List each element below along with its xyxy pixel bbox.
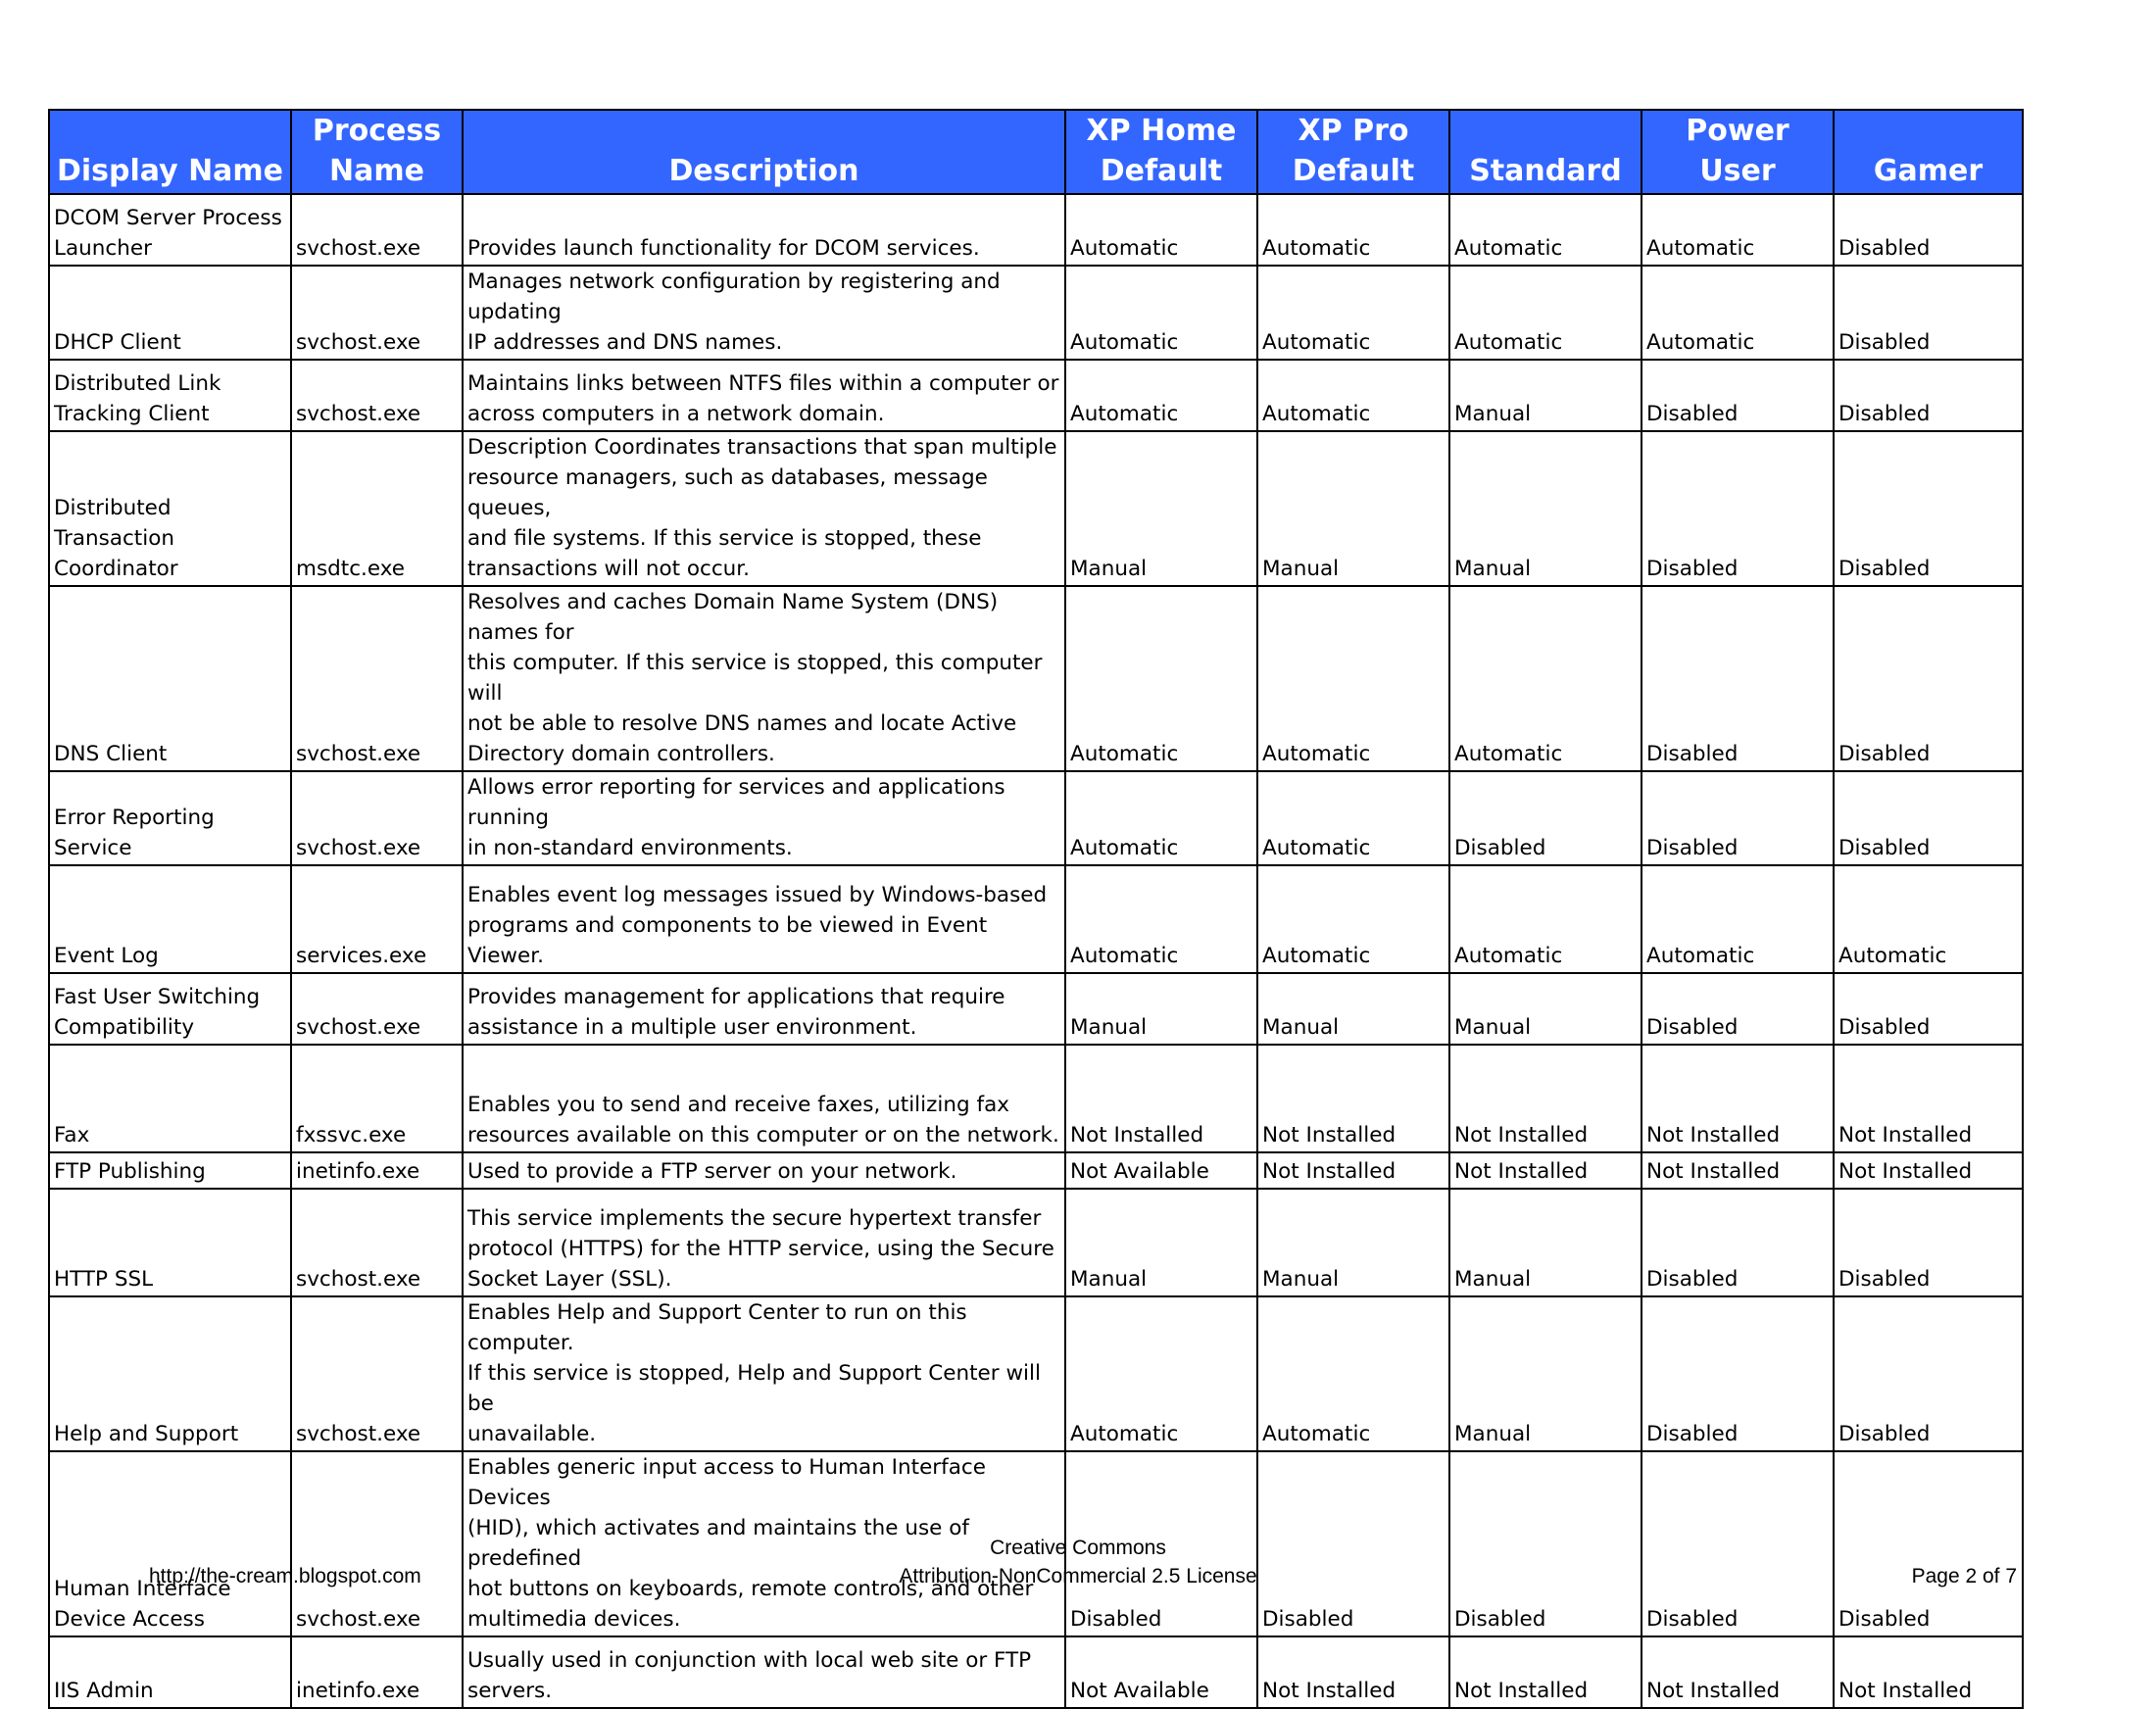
- table-row: [49, 1636, 2023, 1708]
- cell-power-user: Not Installed: [1642, 1045, 1834, 1152]
- cell-gamer: Not Installed: [1834, 1045, 2023, 1152]
- cell-power-user: Not Installed: [1642, 1636, 1834, 1708]
- table-row: [49, 1152, 2023, 1189]
- cell-description: Enables you to send and receive faxes, utilizing fax resources available on this computer or on the network.: [463, 1045, 1065, 1152]
- cell-xp-pro-default: Manual: [1257, 1189, 1449, 1296]
- services-table: [48, 109, 2024, 1709]
- cell-standard: Automatic: [1449, 266, 1642, 360]
- table-row: [49, 1189, 2023, 1296]
- cell-display-name: Human Interface Device Access: [49, 1451, 291, 1636]
- license-line-1: Creative Commons: [990, 1537, 1166, 1559]
- cell-power-user: Disabled: [1642, 431, 1834, 586]
- cell-description: Allows error reporting for services and applications running in non-standard environments.: [463, 771, 1065, 865]
- cell-standard: Manual: [1449, 431, 1642, 586]
- table-row: [49, 360, 2023, 431]
- cell-gamer: Disabled: [1834, 1296, 2023, 1451]
- cell-xp-pro-default: Automatic: [1257, 771, 1449, 865]
- cell-description: Enables event log messages issued by Windows-based programs and components to be viewed in Event Viewer.: [463, 865, 1065, 973]
- cell-gamer: Not Installed: [1834, 1152, 2023, 1189]
- cell-standard: Not Installed: [1449, 1045, 1642, 1152]
- cell-power-user: Disabled: [1642, 360, 1834, 431]
- table-row: [49, 1045, 2023, 1152]
- cell-xp-pro-default: Automatic: [1257, 194, 1449, 266]
- cell-gamer: Disabled: [1834, 266, 2023, 360]
- cell-xp-home-default: Automatic: [1065, 194, 1257, 266]
- cell-xp-pro-default: Not Installed: [1257, 1045, 1449, 1152]
- cell-power-user: Automatic: [1642, 266, 1834, 360]
- cell-description: Description Coordinates transactions that span multiple resource managers, such as databases, message queues, and file systems. If this service is stopped, these transactions will not occur.: [463, 431, 1065, 586]
- cell-xp-home-default: Manual: [1065, 1189, 1257, 1296]
- table-header-row: [49, 110, 2023, 194]
- cell-display-name: DNS Client: [49, 586, 291, 771]
- cell-gamer: Automatic: [1834, 865, 2023, 973]
- cell-xp-pro-default: Not Installed: [1257, 1636, 1449, 1708]
- cell-gamer: Disabled: [1834, 194, 2023, 266]
- cell-xp-home-default: Not Available: [1065, 1636, 1257, 1708]
- cell-display-name: Error Reporting Service: [49, 771, 291, 865]
- cell-process-name: inetinfo.exe: [291, 1152, 463, 1189]
- cell-power-user: Automatic: [1642, 865, 1834, 973]
- cell-xp-pro-default: Automatic: [1257, 586, 1449, 771]
- footer-license: [784, 1534, 1372, 1590]
- cell-display-name: Distributed Transaction Coordinator: [49, 431, 291, 586]
- cell-description: Enables Help and Support Center to run on this computer. If this service is stopped, Help and Support Center will be unavailable.: [463, 1296, 1065, 1451]
- cell-xp-home-default: Disabled: [1065, 1451, 1257, 1636]
- cell-xp-home-default: Not Installed: [1065, 1045, 1257, 1152]
- header-process-name: Process Name: [291, 110, 463, 194]
- table-row: [49, 865, 2023, 973]
- cell-xp-pro-default: Automatic: [1257, 266, 1449, 360]
- cell-display-name: Fax: [49, 1045, 291, 1152]
- cell-xp-pro-default: Automatic: [1257, 1296, 1449, 1451]
- cell-process-name: svchost.exe: [291, 1451, 463, 1636]
- cell-display-name: DHCP Client: [49, 266, 291, 360]
- cell-process-name: svchost.exe: [291, 1296, 463, 1451]
- cell-power-user: Disabled: [1642, 1189, 1834, 1296]
- cell-description: Enables generic input access to Human Interface Devices (HID), which activates and maintains the use of predefined hot buttons on keyboards, remote controls, and other multimedia devices.: [463, 1451, 1065, 1636]
- header-xp-home-default: XP Home Default: [1065, 110, 1257, 194]
- cell-description: Maintains links between NTFS files within a computer or across computers in a network domain.: [463, 360, 1065, 431]
- cell-xp-home-default: Automatic: [1065, 586, 1257, 771]
- cell-process-name: fxssvc.exe: [291, 1045, 463, 1152]
- cell-description: Provides management for applications that require assistance in a multiple user environment.: [463, 973, 1065, 1045]
- cell-display-name: Event Log: [49, 865, 291, 973]
- cell-gamer: Disabled: [1834, 360, 2023, 431]
- cell-power-user: Disabled: [1642, 1296, 1834, 1451]
- cell-xp-pro-default: Not Installed: [1257, 1152, 1449, 1189]
- cell-gamer: Disabled: [1834, 1189, 2023, 1296]
- cell-standard: Disabled: [1449, 1451, 1642, 1636]
- cell-gamer: Disabled: [1834, 771, 2023, 865]
- cell-process-name: svchost.exe: [291, 194, 463, 266]
- page-number: Page 2 of 7: [1911, 1565, 2017, 1587]
- cell-process-name: svchost.exe: [291, 586, 463, 771]
- cell-power-user: Disabled: [1642, 586, 1834, 771]
- cell-description: Resolves and caches Domain Name System (DNS) names for this computer. If this service is stopped, this computer will not be able to resolve DNS names and locate Active Directory domain controllers.: [463, 586, 1065, 771]
- cell-standard: Manual: [1449, 1296, 1642, 1451]
- cell-description: Usually used in conjunction with local web site or FTP servers.: [463, 1636, 1065, 1708]
- table-row: [49, 771, 2023, 865]
- table-row: [49, 266, 2023, 360]
- cell-gamer: Disabled: [1834, 586, 2023, 771]
- cell-gamer: Disabled: [1834, 431, 2023, 586]
- header-xp-pro-default: XP Pro Default: [1257, 110, 1449, 194]
- table-row: [49, 1296, 2023, 1451]
- table-row: [49, 586, 2023, 771]
- cell-standard: Not Installed: [1449, 1636, 1642, 1708]
- cell-process-name: msdtc.exe: [291, 431, 463, 586]
- cell-description: Manages network configuration by registering and updating IP addresses and DNS names.: [463, 266, 1065, 360]
- cell-xp-pro-default: Manual: [1257, 973, 1449, 1045]
- cell-power-user: Disabled: [1642, 771, 1834, 865]
- cell-display-name: HTTP SSL: [49, 1189, 291, 1296]
- cell-xp-pro-default: Disabled: [1257, 1451, 1449, 1636]
- cell-standard: Manual: [1449, 973, 1642, 1045]
- cell-standard: Not Installed: [1449, 1152, 1642, 1189]
- header-power-user: Power User: [1642, 110, 1834, 194]
- cell-standard: Manual: [1449, 1189, 1642, 1296]
- cell-standard: Disabled: [1449, 771, 1642, 865]
- cell-xp-home-default: Automatic: [1065, 266, 1257, 360]
- cell-process-name: svchost.exe: [291, 1189, 463, 1296]
- cell-display-name: DCOM Server Process Launcher: [49, 194, 291, 266]
- header-standard: Standard: [1449, 110, 1642, 194]
- cell-display-name: FTP Publishing: [49, 1152, 291, 1189]
- cell-xp-home-default: Automatic: [1065, 360, 1257, 431]
- cell-standard: Automatic: [1449, 586, 1642, 771]
- cell-process-name: services.exe: [291, 865, 463, 973]
- header-description: Description: [463, 110, 1065, 194]
- cell-xp-home-default: Manual: [1065, 431, 1257, 586]
- cell-xp-pro-default: Automatic: [1257, 865, 1449, 973]
- table-row: [49, 194, 2023, 266]
- table-row: [49, 973, 2023, 1045]
- cell-display-name: IIS Admin: [49, 1636, 291, 1708]
- cell-display-name: Fast User Switching Compatibility: [49, 973, 291, 1045]
- cell-xp-pro-default: Manual: [1257, 431, 1449, 586]
- cell-xp-home-default: Manual: [1065, 973, 1257, 1045]
- cell-power-user: Automatic: [1642, 194, 1834, 266]
- footer-url: http://the-cream.blogspot.com: [149, 1565, 421, 1587]
- cell-power-user: Disabled: [1642, 1451, 1834, 1636]
- cell-standard: Manual: [1449, 360, 1642, 431]
- cell-xp-home-default: Automatic: [1065, 865, 1257, 973]
- cell-xp-pro-default: Automatic: [1257, 360, 1449, 431]
- cell-power-user: Not Installed: [1642, 1152, 1834, 1189]
- cell-standard: Automatic: [1449, 194, 1642, 266]
- cell-process-name: svchost.exe: [291, 973, 463, 1045]
- cell-power-user: Disabled: [1642, 973, 1834, 1045]
- cell-display-name: Distributed Link Tracking Client: [49, 360, 291, 431]
- license-line-2: Attribution-NonCommercial 2.5 License: [899, 1565, 1257, 1587]
- cell-gamer: Disabled: [1834, 973, 2023, 1045]
- cell-xp-home-default: Not Available: [1065, 1152, 1257, 1189]
- header-display-name: Display Name: [49, 110, 291, 194]
- cell-gamer: Disabled: [1834, 1451, 2023, 1636]
- table-row: [49, 431, 2023, 586]
- cell-xp-home-default: Automatic: [1065, 1296, 1257, 1451]
- cell-process-name: svchost.exe: [291, 771, 463, 865]
- cell-gamer: Not Installed: [1834, 1636, 2023, 1708]
- cell-description: This service implements the secure hypertext transfer protocol (HTTPS) for the HTTP service, using the Secure Socket Layer (SSL).: [463, 1189, 1065, 1296]
- cell-process-name: inetinfo.exe: [291, 1636, 463, 1708]
- cell-description: Provides launch functionality for DCOM services.: [463, 194, 1065, 266]
- cell-process-name: svchost.exe: [291, 360, 463, 431]
- cell-xp-home-default: Automatic: [1065, 771, 1257, 865]
- header-gamer: Gamer: [1834, 110, 2023, 194]
- cell-process-name: svchost.exe: [291, 266, 463, 360]
- cell-display-name: Help and Support: [49, 1296, 291, 1451]
- cell-description: Used to provide a FTP server on your network.: [463, 1152, 1065, 1189]
- cell-standard: Automatic: [1449, 865, 1642, 973]
